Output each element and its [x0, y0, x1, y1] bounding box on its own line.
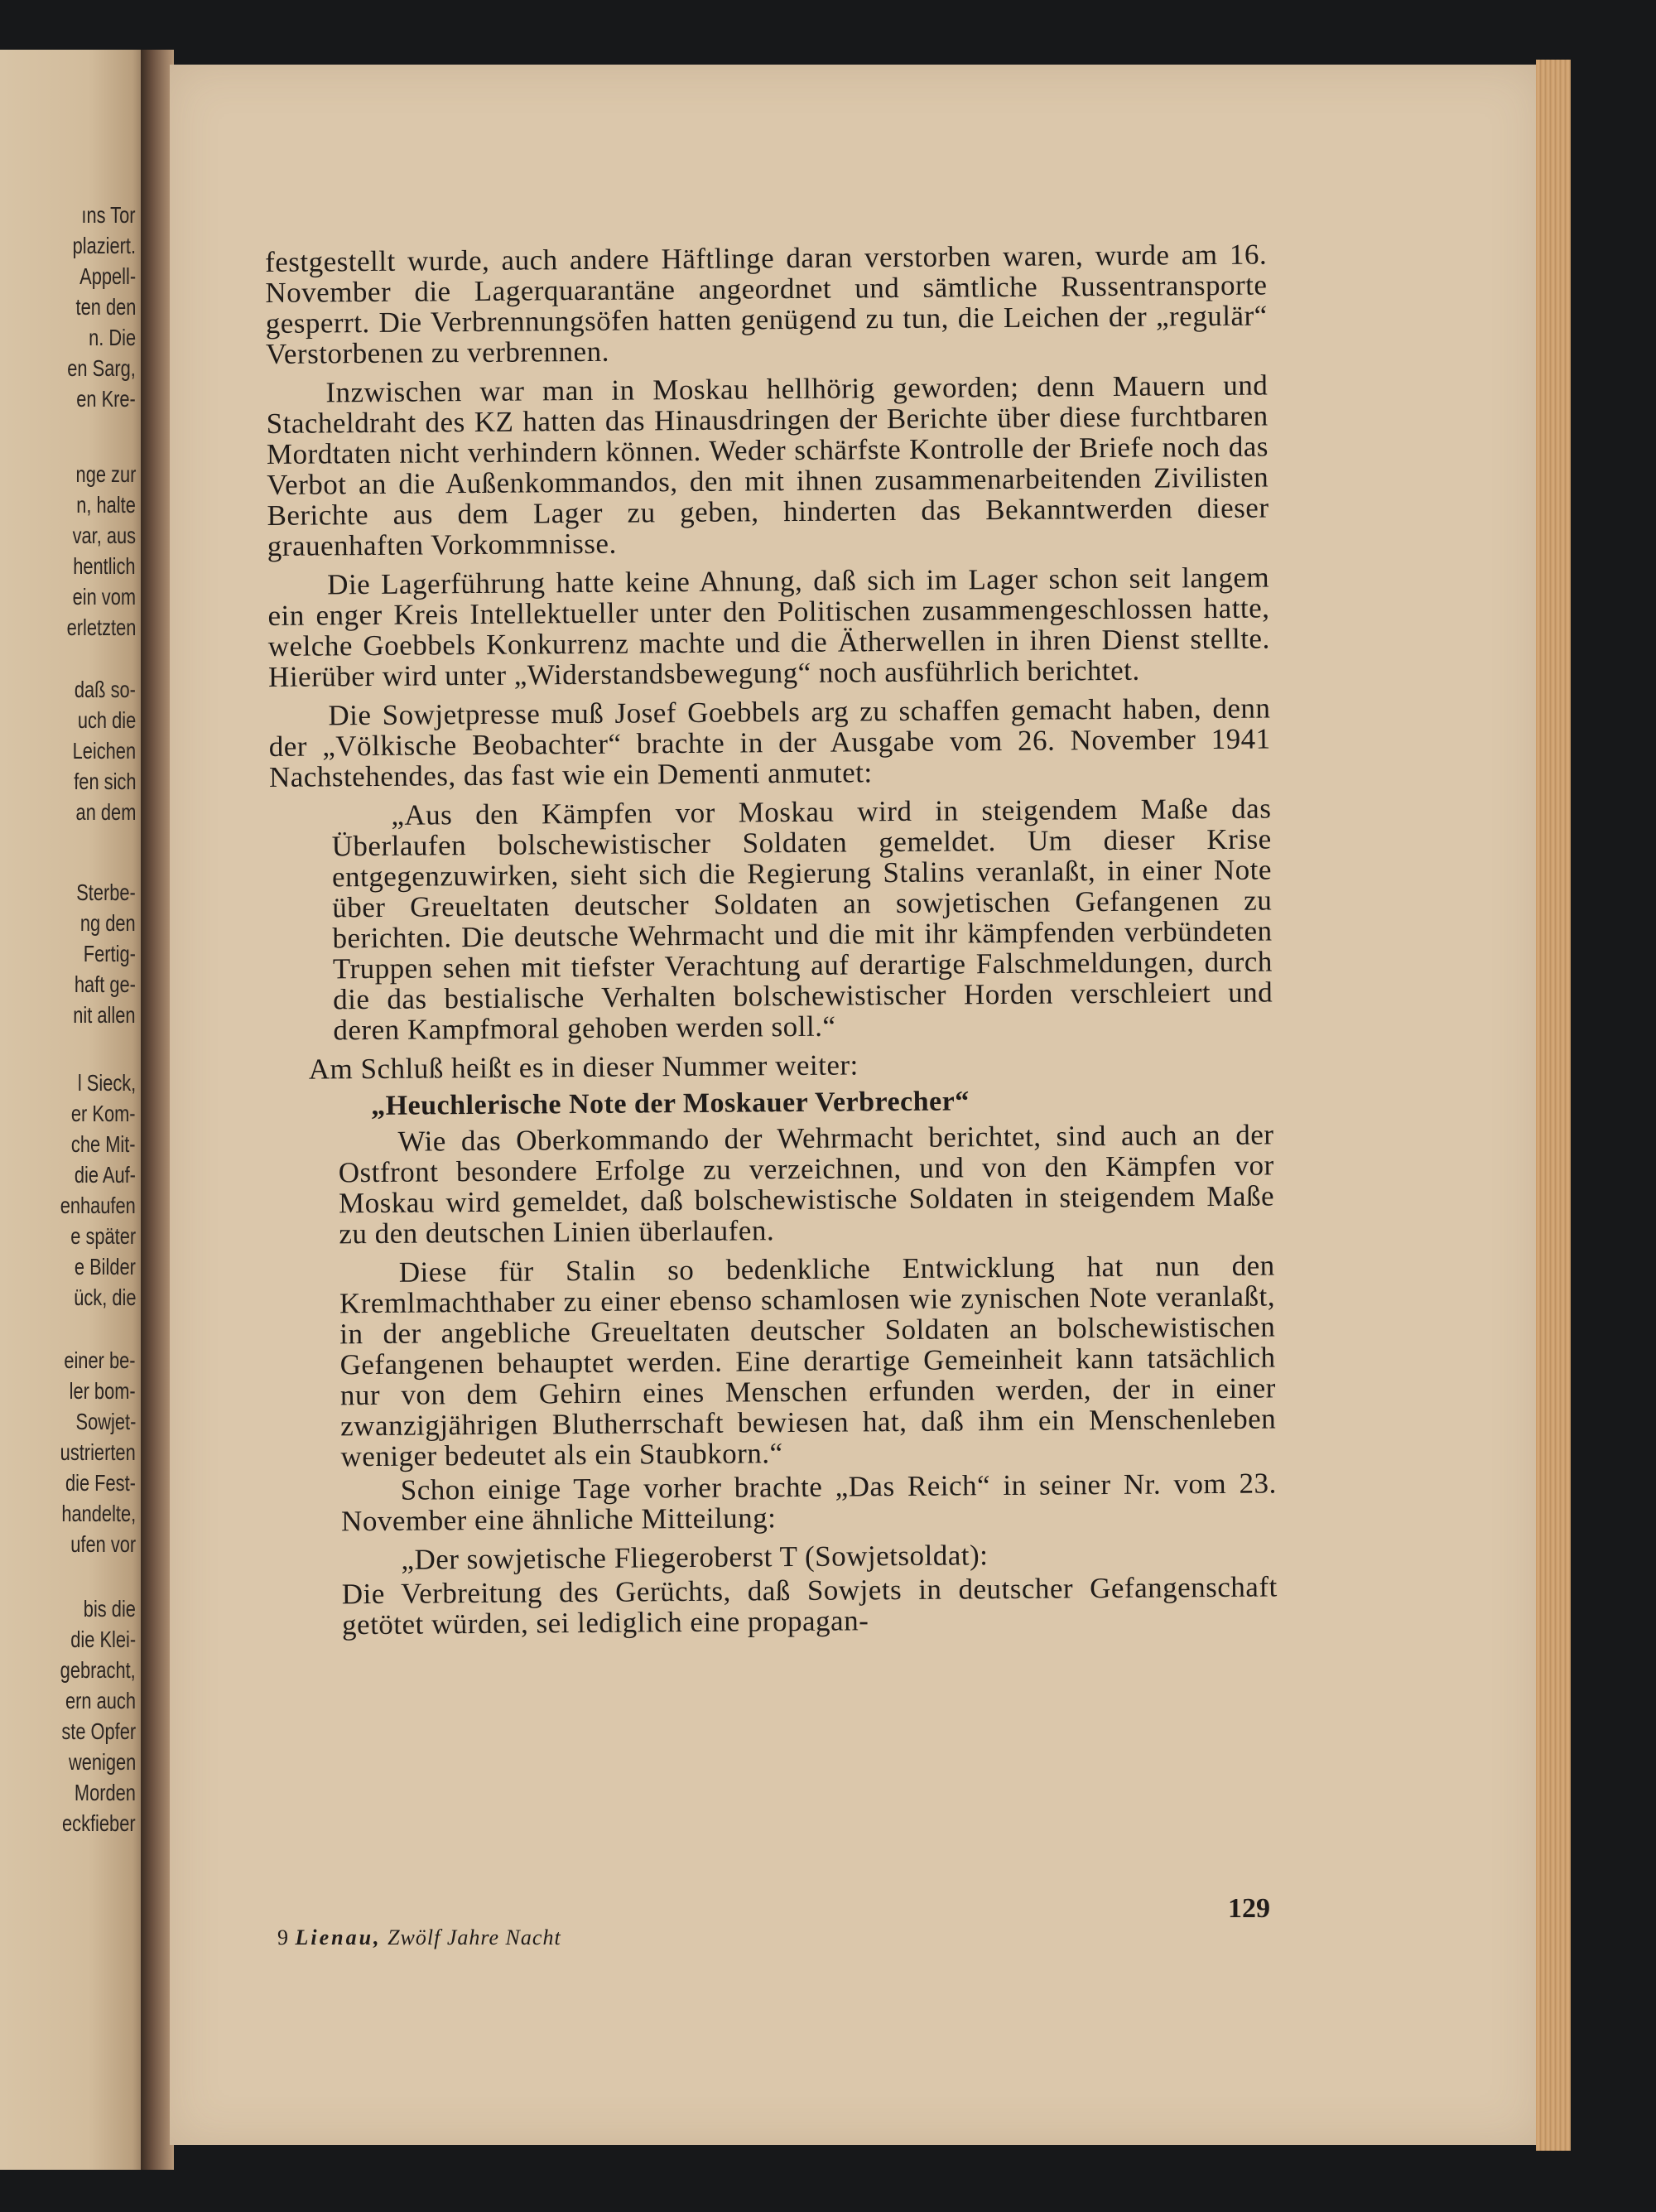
- book-gutter: [141, 50, 174, 2170]
- left-page-fragment: an dem: [75, 799, 136, 825]
- left-page-fragment: eckfieber: [62, 1810, 136, 1836]
- left-page-fragment: Appell-: [79, 263, 136, 289]
- left-page-fragment: ten den: [75, 294, 136, 320]
- left-page-fragment: die Fest-: [65, 1470, 136, 1496]
- left-page-fragment: haft ge-: [74, 971, 136, 997]
- left-page-fragment: wenigen: [68, 1749, 136, 1775]
- left-facing-page: [0, 50, 147, 2170]
- left-page-fragment: l Sieck,: [77, 1070, 136, 1096]
- left-page-fragment: ste Opfer: [61, 1718, 136, 1744]
- main-text: [265, 239, 1278, 1640]
- paragraph-1: festgestellt wurde, auch andere Häftlinge daran verstorben waren, wurde am 16. November die Lagerquarantäne angeordnet und sämtliche Russentransporte gesperrt. Die Verbrennungsöfen hatten genügend zu tun, die Leichen der „regulär“ Verstorbenen zu verbrennen.: [264, 238, 1268, 370]
- left-page-fragment: Leichen: [72, 738, 136, 764]
- book-page: [170, 65, 1540, 2145]
- left-page-fragment: er Kom-: [71, 1101, 136, 1126]
- footer-title: Zwölf Jahre Nacht: [388, 1925, 561, 1949]
- left-page-fragment: handelte,: [61, 1501, 136, 1526]
- left-page-fragment: nge zur: [75, 461, 136, 487]
- left-page-fragment: en Sarg,: [67, 355, 136, 381]
- page-number: 129: [1228, 1893, 1270, 1924]
- left-page-fragment: gebracht,: [60, 1657, 136, 1683]
- left-page-fragment: enhaufen: [60, 1193, 136, 1218]
- left-page-fragment: hentlich: [73, 553, 136, 579]
- left-page-fragment: Fertig-: [83, 941, 136, 966]
- left-page-fragment: e Bilder: [74, 1254, 136, 1279]
- left-page-fragment: die Auf-: [74, 1162, 136, 1188]
- paragraph-5: Am Schluß heißt es in dieser Nummer weiter:: [308, 1048, 859, 1086]
- left-page-fragment: n, halte: [76, 492, 136, 518]
- left-page-fragment: Sterbe-: [76, 879, 136, 905]
- left-page-fragment: ler bom-: [69, 1378, 136, 1404]
- left-page-fragment: en Kre-: [76, 386, 136, 412]
- quote-heading: „Heuchlerische Note der Moskauer Verbrecher“: [371, 1086, 970, 1122]
- quote-voelkischer-beobachter: „Aus den Kämpfen vor Moskau wird in steigendem Maße das Überlaufen bolschewistischer Soldaten gemeldet. Um dieser Krise entgegenzuwirken, sieht sich die Regierung Stalins veranlaßt, in einer Note über Greueltaten deutscher Soldaten an sowjetischen Gefangenen zu berichten. Die deutsche Wehrmacht und die mit ihr kämpfenden verbündeten Truppen sehen mit tiefster Verachtung auf derartige Falschmeldungen, durch die das bestialische Verhalten bolschewistischer Horden verschleiert und deren Kampfmoral gehoben werden soll.“: [331, 792, 1273, 1047]
- left-page-fragment: n. Die: [88, 325, 136, 350]
- left-page-fragment: erletzten: [66, 614, 136, 640]
- left-page-fragment: ustrierten: [60, 1439, 136, 1465]
- left-page-fragment: Sowjet-: [75, 1409, 136, 1434]
- footer-author: Lienau,: [295, 1925, 382, 1949]
- left-page-fragment: bis die: [83, 1596, 136, 1622]
- left-page-fragment: einer be-: [64, 1347, 136, 1373]
- paragraph-3: Die Lagerführung hatte keine Ahnung, daß sich im Lager schon seit langem ein enger Kreis Intellektueller unter den Politischen zusammengeschlossen hatte, welche Goebbels Konkurrenz machte und die Ätherwellen in ihren Dienst stellte. Hierüber wird unter „Widerstandsbewegung“ noch ausführlich berichtet.: [267, 561, 1270, 693]
- quote-paragraph-5: Die Verbreitung des Gerüchts, daß Sowjets in deutscher Gefangenschaft getötet würden, sei lediglich eine propagan-: [341, 1570, 1278, 1641]
- page-edges: [1536, 60, 1571, 2151]
- left-page-fragment: fen sich: [73, 769, 136, 794]
- left-page-fragment: die Klei-: [70, 1626, 136, 1652]
- left-page-fragment: var, aus: [72, 523, 136, 548]
- left-page-fragment: ein vom: [72, 584, 136, 610]
- quote-paragraph-4: „Der sowjetische Fliegeroberst T (Sowjetsoldat):: [401, 1539, 989, 1576]
- left-page-fragment: ng den: [80, 910, 136, 936]
- quote-paragraph-2: Diese für Stalin so bedenkliche Entwicklung hat nun den Kremlmachthaber zu einer ebenso schamlosen wie zynischen Note veranlaßt, in der angebliche Greueltaten deutscher Soldaten an bolschewistischen Gefangenen behauptet werden. Eine derartige Gemeinheit kann tatsächlich nur von dem Gehirn eines Menschen erfunden werden, der in einer zwanzigjährigen Blutherrschaft bewiesen hat, daß ihm ein Menschenleben weniger bedeutet als ein Staubkorn.“: [339, 1249, 1277, 1473]
- paragraph-4: Die Sowjetpresse muß Josef Goebbels arg zu schaffen gemacht haben, denn der „Völkische Beobachter“ brachte in der Ausgabe vom 26. November 1941 Nachstehendes, das fast wie ein Dementi anmutet:: [268, 692, 1271, 793]
- left-page-fragment: daß so-: [74, 677, 136, 702]
- left-page-fragment: uch die: [77, 707, 136, 733]
- quote-paragraph-1: Wie das Oberkommando der Wehrmacht berichtet, sind auch an der Ostfront besondere Erfolge zu verzeichnen, und von den Kämpfen vor Moskau wird gemeldet, daß bolschewistische Soldaten in steigendem Maße zu den deutschen Linien überlaufen.: [338, 1118, 1275, 1251]
- left-page-fragment: che Mit-: [71, 1131, 136, 1157]
- paragraph-2: Inzwischen war man in Moskau hellhörig geworden; denn Mauern und Stacheldraht des KZ hatten das Hinausdringen der Berichte über diese furchtbaren Mordtaten nicht verhindern können. Weder schärfste Kontrolle der Briefe noch das Verbot an die Außenkommandos, den mit ihnen zusammenarbeitenden Zivilisten Berichte aus dem Lager zu geben, hinderten das Bekanntwerden dieser grauenhaften Vorkommnisse.: [266, 369, 1269, 562]
- quote-paragraph-3: Schon einige Tage vorher brachte „Das Reich“ in seiner Nr. vom 23. November eine ähnliche Mitteilung:: [340, 1467, 1277, 1538]
- left-page-fragment: plaziert.: [72, 233, 136, 258]
- left-page-fragment: e später: [70, 1223, 136, 1249]
- left-page-fragment: ück, die: [73, 1284, 136, 1310]
- left-page-fragment: nit allen: [73, 1002, 136, 1028]
- signature-footer: [277, 1925, 561, 1950]
- left-page-fragment: ern auch: [65, 1688, 136, 1713]
- left-page-fragment: ufen vor: [70, 1531, 136, 1557]
- left-page-fragment: ıns Tor: [81, 202, 136, 228]
- left-page-fragment: Morden: [74, 1780, 136, 1805]
- sheet-number: 9: [277, 1925, 289, 1949]
